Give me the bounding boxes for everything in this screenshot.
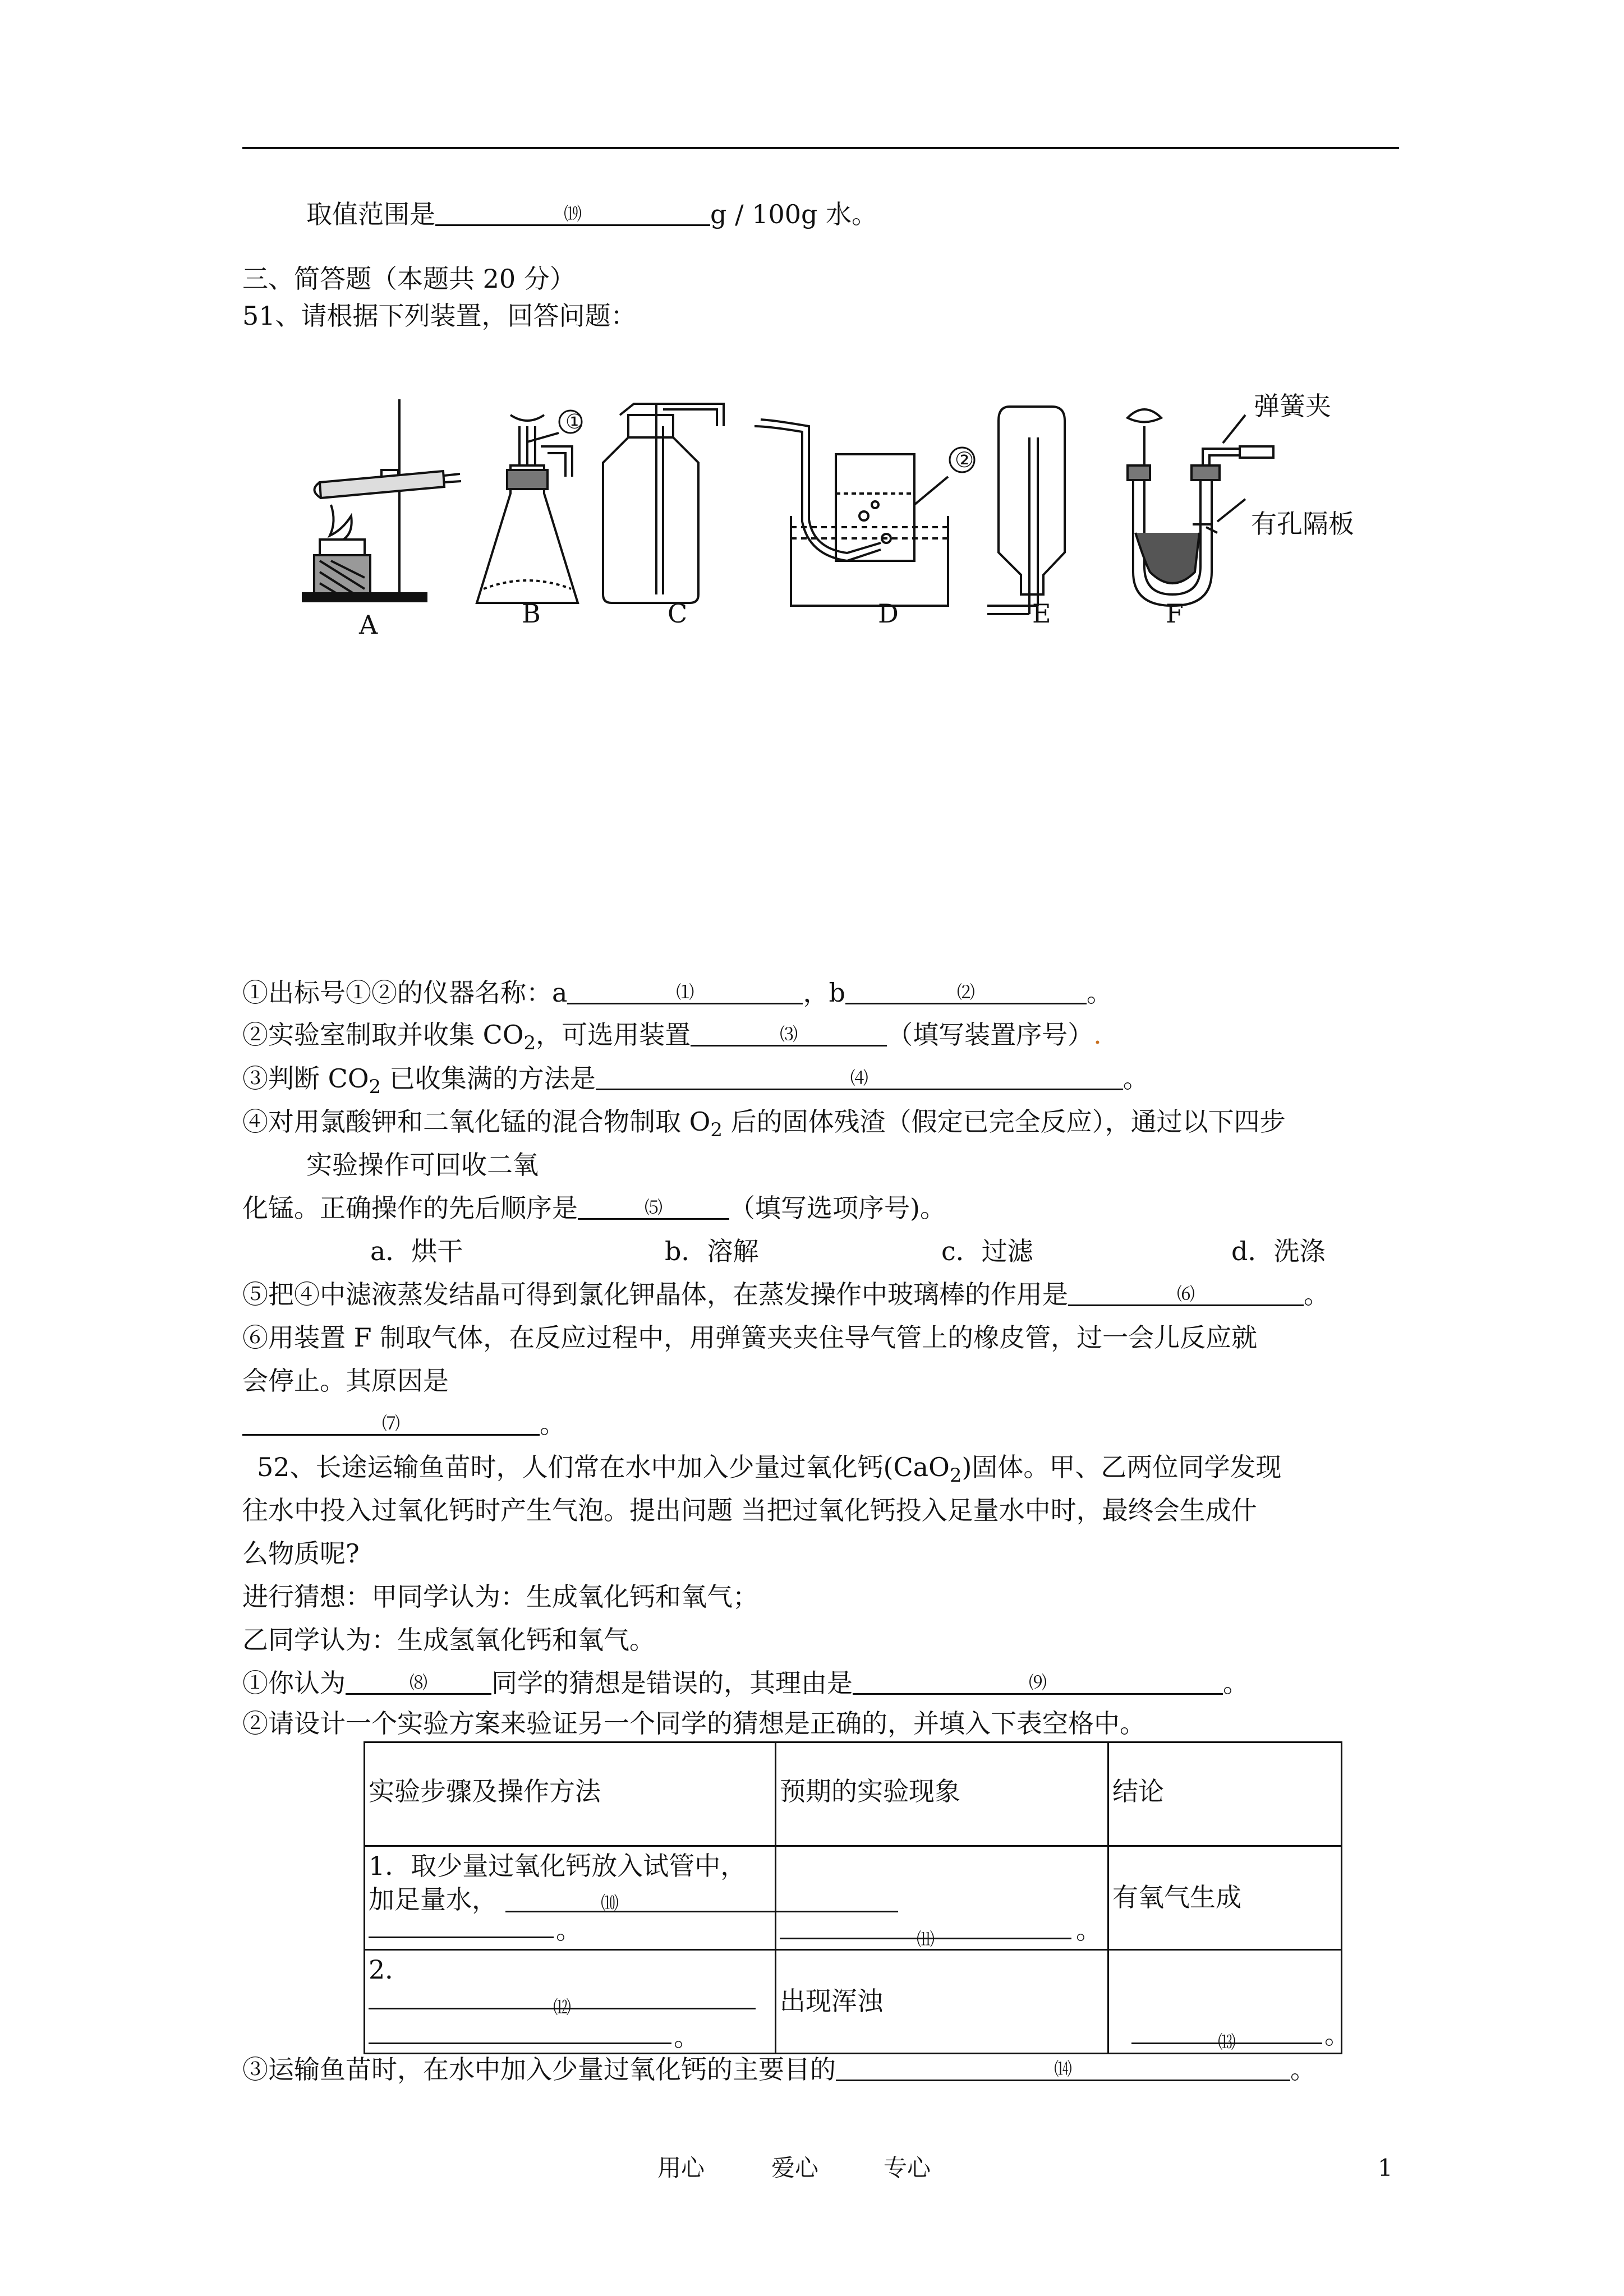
- blank-1[interactable]: ⑴: [567, 976, 803, 1004]
- blank-13[interactable]: ⒀: [1131, 2018, 1322, 2044]
- label-e: E: [1032, 598, 1051, 629]
- header-rule: [242, 147, 1399, 149]
- q51-part6-line2: 会停止。其原因是: [242, 1366, 449, 1396]
- q51-part6-line1: ⑥用装置 F 制取气体，在反应过程中，用弹簧夹夹住导气管上的橡皮管，过一会儿反应就: [242, 1322, 1258, 1353]
- range-line: 取值范围是 ⒆ g / 100g 水。: [306, 197, 877, 231]
- footer-item-3: 专心: [884, 2154, 931, 2182]
- label-f: F: [1166, 598, 1184, 629]
- apparatus-b: [477, 411, 583, 603]
- q52-sub1: ①你认为 ⑻ 同学的猜想是错误的，其理由是 ⑼ 。: [242, 1666, 1249, 1700]
- q51-part4-line1: ④对用氯酸钾和二氧化锰的混合物制取 $O_2$ 后的固体残渣（假定已完全反应），通过以下四步: [242, 1106, 1286, 1142]
- blank-10b[interactable]: [369, 1914, 554, 1938]
- blank-12b[interactable]: [369, 2020, 671, 2044]
- option-a: a．烘干: [370, 1236, 463, 1266]
- footer-item-1: 用心: [657, 2154, 705, 2182]
- option-d: d．洗涤: [1231, 1236, 1326, 1266]
- q51-part3: ③判断 $CO_2$ 已收集满的方法是 ⑷ 。: [242, 1062, 1149, 1104]
- q52-line4: 进行猜想：甲同学认为：生成氧化钙和氧气；: [242, 1582, 758, 1612]
- blank-4[interactable]: ⑷: [596, 1062, 1123, 1090]
- q52-sub2: ②请设计一个实验方案来验证另一个同学的猜想是正确的，并填入下表空格中。: [242, 1708, 1145, 1739]
- blank-10[interactable]: ⑽: [505, 1891, 898, 1912]
- header-phenomenon: 预期的实验现象: [776, 1742, 1108, 1846]
- header-conclusion: 结论: [1108, 1742, 1342, 1846]
- q51-part6-line3: ⑺ 。: [242, 1407, 565, 1441]
- blank-9[interactable]: ⑼: [853, 1666, 1223, 1695]
- svg-text:②: ②: [955, 448, 974, 472]
- blank-7[interactable]: ⑺: [242, 1407, 540, 1436]
- q52-line3: 么物质呢?: [242, 1538, 360, 1569]
- row2-conclusion: ⒀ 。: [1108, 1950, 1342, 2054]
- blank-5[interactable]: ⑸: [578, 1191, 729, 1220]
- label-b: B: [522, 598, 541, 629]
- apparatus-e: [987, 407, 1065, 614]
- q51-part2: ②实验室制取并收集 $CO_2$，可选用装置 ⑶ （填写装置序号）.: [242, 1018, 1102, 1060]
- q51-stem: 51、请根据下列装置，回答问题：: [242, 301, 637, 331]
- apparatus-d: [755, 419, 974, 606]
- apparatus-a: [303, 399, 461, 601]
- row1-conclusion: 有氧气生成: [1108, 1846, 1342, 1950]
- header-steps: 实验步骤及操作方法: [365, 1742, 776, 1846]
- blank-11[interactable]: ⑾: [780, 1913, 1071, 1939]
- apparatus-f: [1128, 409, 1273, 606]
- apparatus-figure: [297, 393, 1397, 634]
- label-porous-plate: 有孔隔板: [1251, 509, 1354, 539]
- blank-14[interactable]: ⒁: [836, 2053, 1290, 2081]
- apparatus-c: [603, 404, 724, 603]
- label-spring-clip: 弹簧夹: [1254, 393, 1331, 421]
- row1-phenomenon: $_⑾$ 。: [776, 1846, 1108, 1950]
- label-a: A: [359, 610, 378, 634]
- option-c: c．过滤: [941, 1236, 1033, 1266]
- svg-text:①: ①: [565, 411, 584, 434]
- blank-2[interactable]: ⑵: [845, 976, 1087, 1004]
- experiment-table: [364, 1741, 1350, 2054]
- label-c: C: [668, 598, 688, 629]
- q51-part4-line3: 化锰。正确操作的先后顺序是 ⑸ （填写选项序号)。: [242, 1191, 946, 1225]
- page-number: 1: [1378, 2154, 1393, 2182]
- label-d: D: [878, 598, 899, 629]
- q52-line1: 52、长途运输鱼苗时，人们常在水中加入少量过氧化钙(CaO$_2$)固体。甲、乙两位同学发现: [257, 1452, 1282, 1487]
- q51-part5: ⑤把④中滤液蒸发结晶可得到氯化钾晶体，在蒸发操作中玻璃棒的作用是 ⑹ 。: [242, 1278, 1329, 1311]
- row1-step: 1．取少量过氧化钙放入试管中， 加足量水， ⑽ 。: [365, 1846, 776, 1950]
- q52-line5: 乙同学认为：生成氢氧化钙和氧气。: [242, 1625, 655, 1655]
- blank-6[interactable]: ⑹: [1068, 1278, 1304, 1306]
- q52-sub3: ③运输鱼苗时，在水中加入少量过氧化钙的主要目的 ⒁ 。: [242, 2053, 1316, 2086]
- blank-8[interactable]: ⑻: [346, 1666, 491, 1695]
- q52-line2: 往水中投入过氧化钙时产生气泡。提出问题 当把过氧化钙投入足量水中时，最终会生成什: [242, 1495, 1257, 1525]
- option-b: b．溶解: [665, 1236, 759, 1266]
- row2-phenomenon: 出现浑浊: [776, 1950, 1108, 2054]
- blank-3[interactable]: ⑶: [691, 1018, 887, 1046]
- section-3-title: 三、简答题（本题共 20 分）: [242, 264, 576, 294]
- blank-19[interactable]: ⒆: [435, 197, 710, 226]
- blank-12[interactable]: ⑿: [369, 1984, 756, 2009]
- footer-item-2: 爱心: [771, 2154, 819, 2182]
- q51-part4-line2: 实验操作可回收二氧: [306, 1150, 539, 1180]
- row2-step: 2． ⑿ 。: [365, 1950, 776, 2054]
- q51-part1: ①出标号①②的仪器名称：a ⑴ ，b ⑵ 。: [242, 976, 1112, 1009]
